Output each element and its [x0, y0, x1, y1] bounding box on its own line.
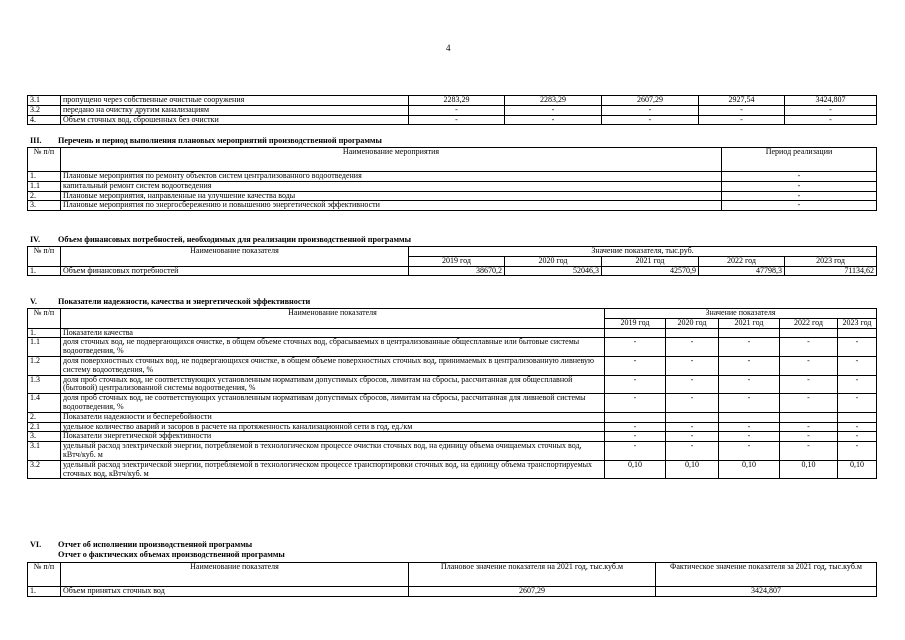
- report-header-fact: Фактическое значение показателя за 2021 год, тыс.куб.м: [656, 563, 877, 587]
- row-number: 1.: [28, 587, 61, 597]
- row-value: [605, 412, 666, 422]
- row-value: -: [780, 394, 838, 413]
- year-header: 2023 год: [785, 256, 877, 266]
- table-row: [28, 96, 877, 106]
- year-header: 2021 год: [602, 256, 699, 266]
- row-value: [666, 412, 719, 422]
- section-5-number: V.: [30, 297, 37, 306]
- row-name: доля проб сточных вод, не соответствующих установленным нормативам допустимых сбросов, лимитам на сбросы, рассчитанная для общесплавной (бытовой) централизованной системы водоотведения, %: [61, 375, 605, 394]
- measures-header-period: Период реализации: [722, 148, 877, 172]
- row-value: 38670,2: [409, 266, 505, 276]
- row-value: -: [838, 394, 877, 413]
- table-row: [28, 356, 877, 375]
- row-value: 0,10: [780, 460, 838, 479]
- row-number: 1.4: [28, 394, 61, 413]
- year-header: 2022 год: [780, 318, 838, 328]
- row-name: Объем финансовых потребностей: [61, 266, 409, 276]
- section-6-title: Отчет об исполнении производственной программы: [58, 540, 253, 549]
- table-row: [28, 442, 877, 461]
- table-row: [28, 266, 877, 276]
- section-5-title: Показатели надежности, качества и энергетической эффективности: [58, 297, 311, 306]
- finance-header-name: Наименование показателя: [61, 247, 409, 267]
- report-header-plan: Плановое значение показателя на 2021 год, тыс.куб.м: [409, 563, 656, 587]
- table-row: [28, 105, 877, 115]
- table-row: [28, 338, 877, 357]
- row-value: -: [605, 338, 666, 357]
- year-header: 2022 год: [699, 256, 785, 266]
- row-number: 2.: [28, 412, 61, 422]
- year-header: 2020 год: [505, 256, 602, 266]
- row-value: -: [719, 422, 780, 432]
- row-number: 4.: [28, 115, 61, 125]
- row-value: -: [780, 422, 838, 432]
- section-4-title: Объем финансовых потребностей, необходимых для реализации производственной программы: [58, 235, 412, 244]
- row-number: 2.: [28, 191, 61, 201]
- finance-header-value: Значение показателя, тыс.руб.: [409, 247, 877, 257]
- finance-table: [27, 246, 877, 276]
- row-value: -: [838, 338, 877, 357]
- row-name: капитальный ремонт систем водоотведения: [61, 181, 722, 191]
- row-value: -: [605, 394, 666, 413]
- row-value: -: [666, 432, 719, 442]
- row-period: -: [722, 172, 877, 182]
- row-name: Плановые мероприятия по ремонту объектов систем централизованного водоотведения: [61, 172, 722, 182]
- row-value: [838, 328, 877, 338]
- row-name: Плановые мероприятия по энергосбережению и повышению энергетической эффективности: [61, 201, 722, 211]
- row-value: -: [666, 356, 719, 375]
- row-value: -: [780, 442, 838, 461]
- row-value: -: [699, 115, 785, 125]
- section-3-title: Перечень и период выполнения плановых мероприятий производственной программы: [58, 136, 382, 145]
- row-value: 0,10: [605, 460, 666, 479]
- table-row: [28, 422, 877, 432]
- table-row: [28, 587, 877, 597]
- row-value: 0,10: [838, 460, 877, 479]
- section-3-heading: [30, 136, 382, 145]
- row-value: [780, 412, 838, 422]
- row-value: -: [605, 375, 666, 394]
- row-value: 2283,29: [409, 96, 505, 106]
- row-value: -: [785, 105, 877, 115]
- table-row: [28, 172, 877, 182]
- row-value: [605, 328, 666, 338]
- row-value: -: [409, 105, 505, 115]
- row-name: Показатели качества: [61, 328, 605, 338]
- report-header-name: Наименование показателя: [61, 563, 409, 587]
- row-value: 47798,3: [699, 266, 785, 276]
- section-3-number: III.: [30, 136, 42, 145]
- row-value: 2607,29: [602, 96, 699, 106]
- section-4-number: IV.: [30, 235, 41, 244]
- row-value: [838, 412, 877, 422]
- row-number: 3.: [28, 432, 61, 442]
- year-header: 2019 год: [605, 318, 666, 328]
- row-period: -: [722, 181, 877, 191]
- row-value: 0,10: [719, 460, 780, 479]
- row-value: -: [719, 375, 780, 394]
- row-value: -: [838, 442, 877, 461]
- volumes-table: [27, 95, 877, 125]
- row-name: передано на очистку другим канализациям: [61, 105, 409, 115]
- row-value: -: [602, 105, 699, 115]
- row-name: доля сточных вод, не подвергающихся очистке, в общем объеме сточных вод, сбрасываемых в централизованные общесплавные или бытовые системы водоотведения, %: [61, 338, 605, 357]
- page-number: 4: [446, 43, 451, 53]
- row-value: -: [605, 432, 666, 442]
- table-row: [28, 394, 877, 413]
- row-value: -: [838, 375, 877, 394]
- row-name: пропущено через собственные очистные сооружения: [61, 96, 409, 106]
- row-value: -: [699, 105, 785, 115]
- row-value: -: [605, 422, 666, 432]
- row-number: 1.1: [28, 338, 61, 357]
- row-value: [719, 328, 780, 338]
- row-value: 0,10: [666, 460, 719, 479]
- table-row: [28, 375, 877, 394]
- row-number: 1.3: [28, 375, 61, 394]
- row-number: 1.: [28, 172, 61, 182]
- measures-header-name: Наименование мероприятия: [61, 148, 722, 172]
- row-value: -: [605, 442, 666, 461]
- row-number: 3.2: [28, 105, 61, 115]
- indicators-header-value: Значение показателя: [605, 309, 877, 319]
- row-name: удельный расход электрической энергии, потребляемой в технологическом процессе транспортировки сточных вод, на единицу объема транспортируемых сточных вод, кВтч/куб. м: [61, 460, 605, 479]
- row-period: -: [722, 201, 877, 211]
- row-value: [780, 328, 838, 338]
- row-value: -: [719, 338, 780, 357]
- row-period: -: [722, 191, 877, 201]
- row-value: -: [666, 422, 719, 432]
- row-value: -: [838, 432, 877, 442]
- row-value: -: [666, 394, 719, 413]
- row-number: 1.: [28, 266, 61, 276]
- row-value: 71134,62: [785, 266, 877, 276]
- row-number: 1.1: [28, 181, 61, 191]
- row-value: -: [602, 115, 699, 125]
- table-row: [28, 460, 877, 479]
- row-value: -: [605, 356, 666, 375]
- row-value: -: [505, 105, 602, 115]
- row-number: 1.: [28, 328, 61, 338]
- row-name: доля проб сточных вод, не соответствующих установленным нормативам допустимых сбросов, лимитам на сбросы, рассчитанная для ливневой системы водоотведения, %: [61, 394, 605, 413]
- row-value: -: [719, 442, 780, 461]
- row-name: Показатели энергетической эффективности: [61, 432, 605, 442]
- row-value: 2283,29: [505, 96, 602, 106]
- measures-table: [27, 147, 877, 211]
- report-header-num: № п/п: [28, 563, 61, 587]
- row-name: удельный расход электрической энергии, потребляемой в технологическом процессе очистки сточных вод, на единицу объема очищаемых сточных вод, кВтч/куб. м: [61, 442, 605, 461]
- row-value: -: [505, 115, 602, 125]
- section-5-heading: [30, 297, 310, 306]
- row-name: Показатели надежности и бесперебойности: [61, 412, 605, 422]
- table-row: [28, 432, 877, 442]
- row-value: -: [719, 432, 780, 442]
- row-number: 1.2: [28, 356, 61, 375]
- row-name: Объем принятых сточных вод: [61, 587, 409, 597]
- row-value: 2927,54: [699, 96, 785, 106]
- section-6-heading: [30, 540, 252, 549]
- row-value: -: [780, 375, 838, 394]
- row-value: [666, 328, 719, 338]
- row-value: -: [780, 338, 838, 357]
- row-value: -: [780, 432, 838, 442]
- row-number: 3.: [28, 201, 61, 211]
- row-value: [719, 412, 780, 422]
- measures-header-num: № п/п: [28, 148, 61, 172]
- finance-header-num: № п/п: [28, 247, 61, 267]
- report-table: [27, 562, 877, 597]
- row-value: 3424,807: [785, 96, 877, 106]
- row-number: 3.1: [28, 96, 61, 106]
- row-value: -: [409, 115, 505, 125]
- row-number: 3.1: [28, 442, 61, 461]
- table-row: [28, 181, 877, 191]
- row-value: -: [838, 422, 877, 432]
- table-row: [28, 201, 877, 211]
- table-row: [28, 412, 877, 422]
- row-number: 3.2: [28, 460, 61, 479]
- year-header: 2021 год: [719, 318, 780, 328]
- section-6-number: VI.: [30, 540, 42, 549]
- row-name: удельное количество аварий и засоров в расчете на протяженность канализационной сети в год, ед./км: [61, 422, 605, 432]
- indicators-header-name: Наименование показателя: [61, 309, 605, 329]
- row-value: -: [666, 375, 719, 394]
- row-value: -: [666, 442, 719, 461]
- year-header: 2023 год: [838, 318, 877, 328]
- row-value: 42570,9: [602, 266, 699, 276]
- row-value: -: [719, 394, 780, 413]
- year-header: 2020 год: [666, 318, 719, 328]
- row-value: -: [666, 338, 719, 357]
- year-header: 2019 год: [409, 256, 505, 266]
- row-name: Объем сточных вод, сброшенных без очистки: [61, 115, 409, 125]
- row-value: -: [785, 115, 877, 125]
- section-6-subtitle: Отчет о фактических объемах производственной программы: [58, 550, 285, 559]
- table-row: [28, 115, 877, 125]
- row-number: 2.1: [28, 422, 61, 432]
- row-value: -: [838, 356, 877, 375]
- table-row: [28, 191, 877, 201]
- table-row: [28, 328, 877, 338]
- section-4-heading: [30, 235, 411, 244]
- row-value: 52046,3: [505, 266, 602, 276]
- row-name: Плановые мероприятия, направленные на улучшение качества воды: [61, 191, 722, 201]
- indicators-table: [27, 308, 877, 479]
- indicators-header-num: № п/п: [28, 309, 61, 329]
- row-value: -: [719, 356, 780, 375]
- row-fact: 3424,807: [656, 587, 877, 597]
- row-plan: 2607,29: [409, 587, 656, 597]
- row-name: доля поверхностных сточных вод, не подвергающихся очистке, в общем объеме поверхностных сточных вод, принимаемых в централизованную ливневую систему водоотведения, %: [61, 356, 605, 375]
- row-value: -: [780, 356, 838, 375]
